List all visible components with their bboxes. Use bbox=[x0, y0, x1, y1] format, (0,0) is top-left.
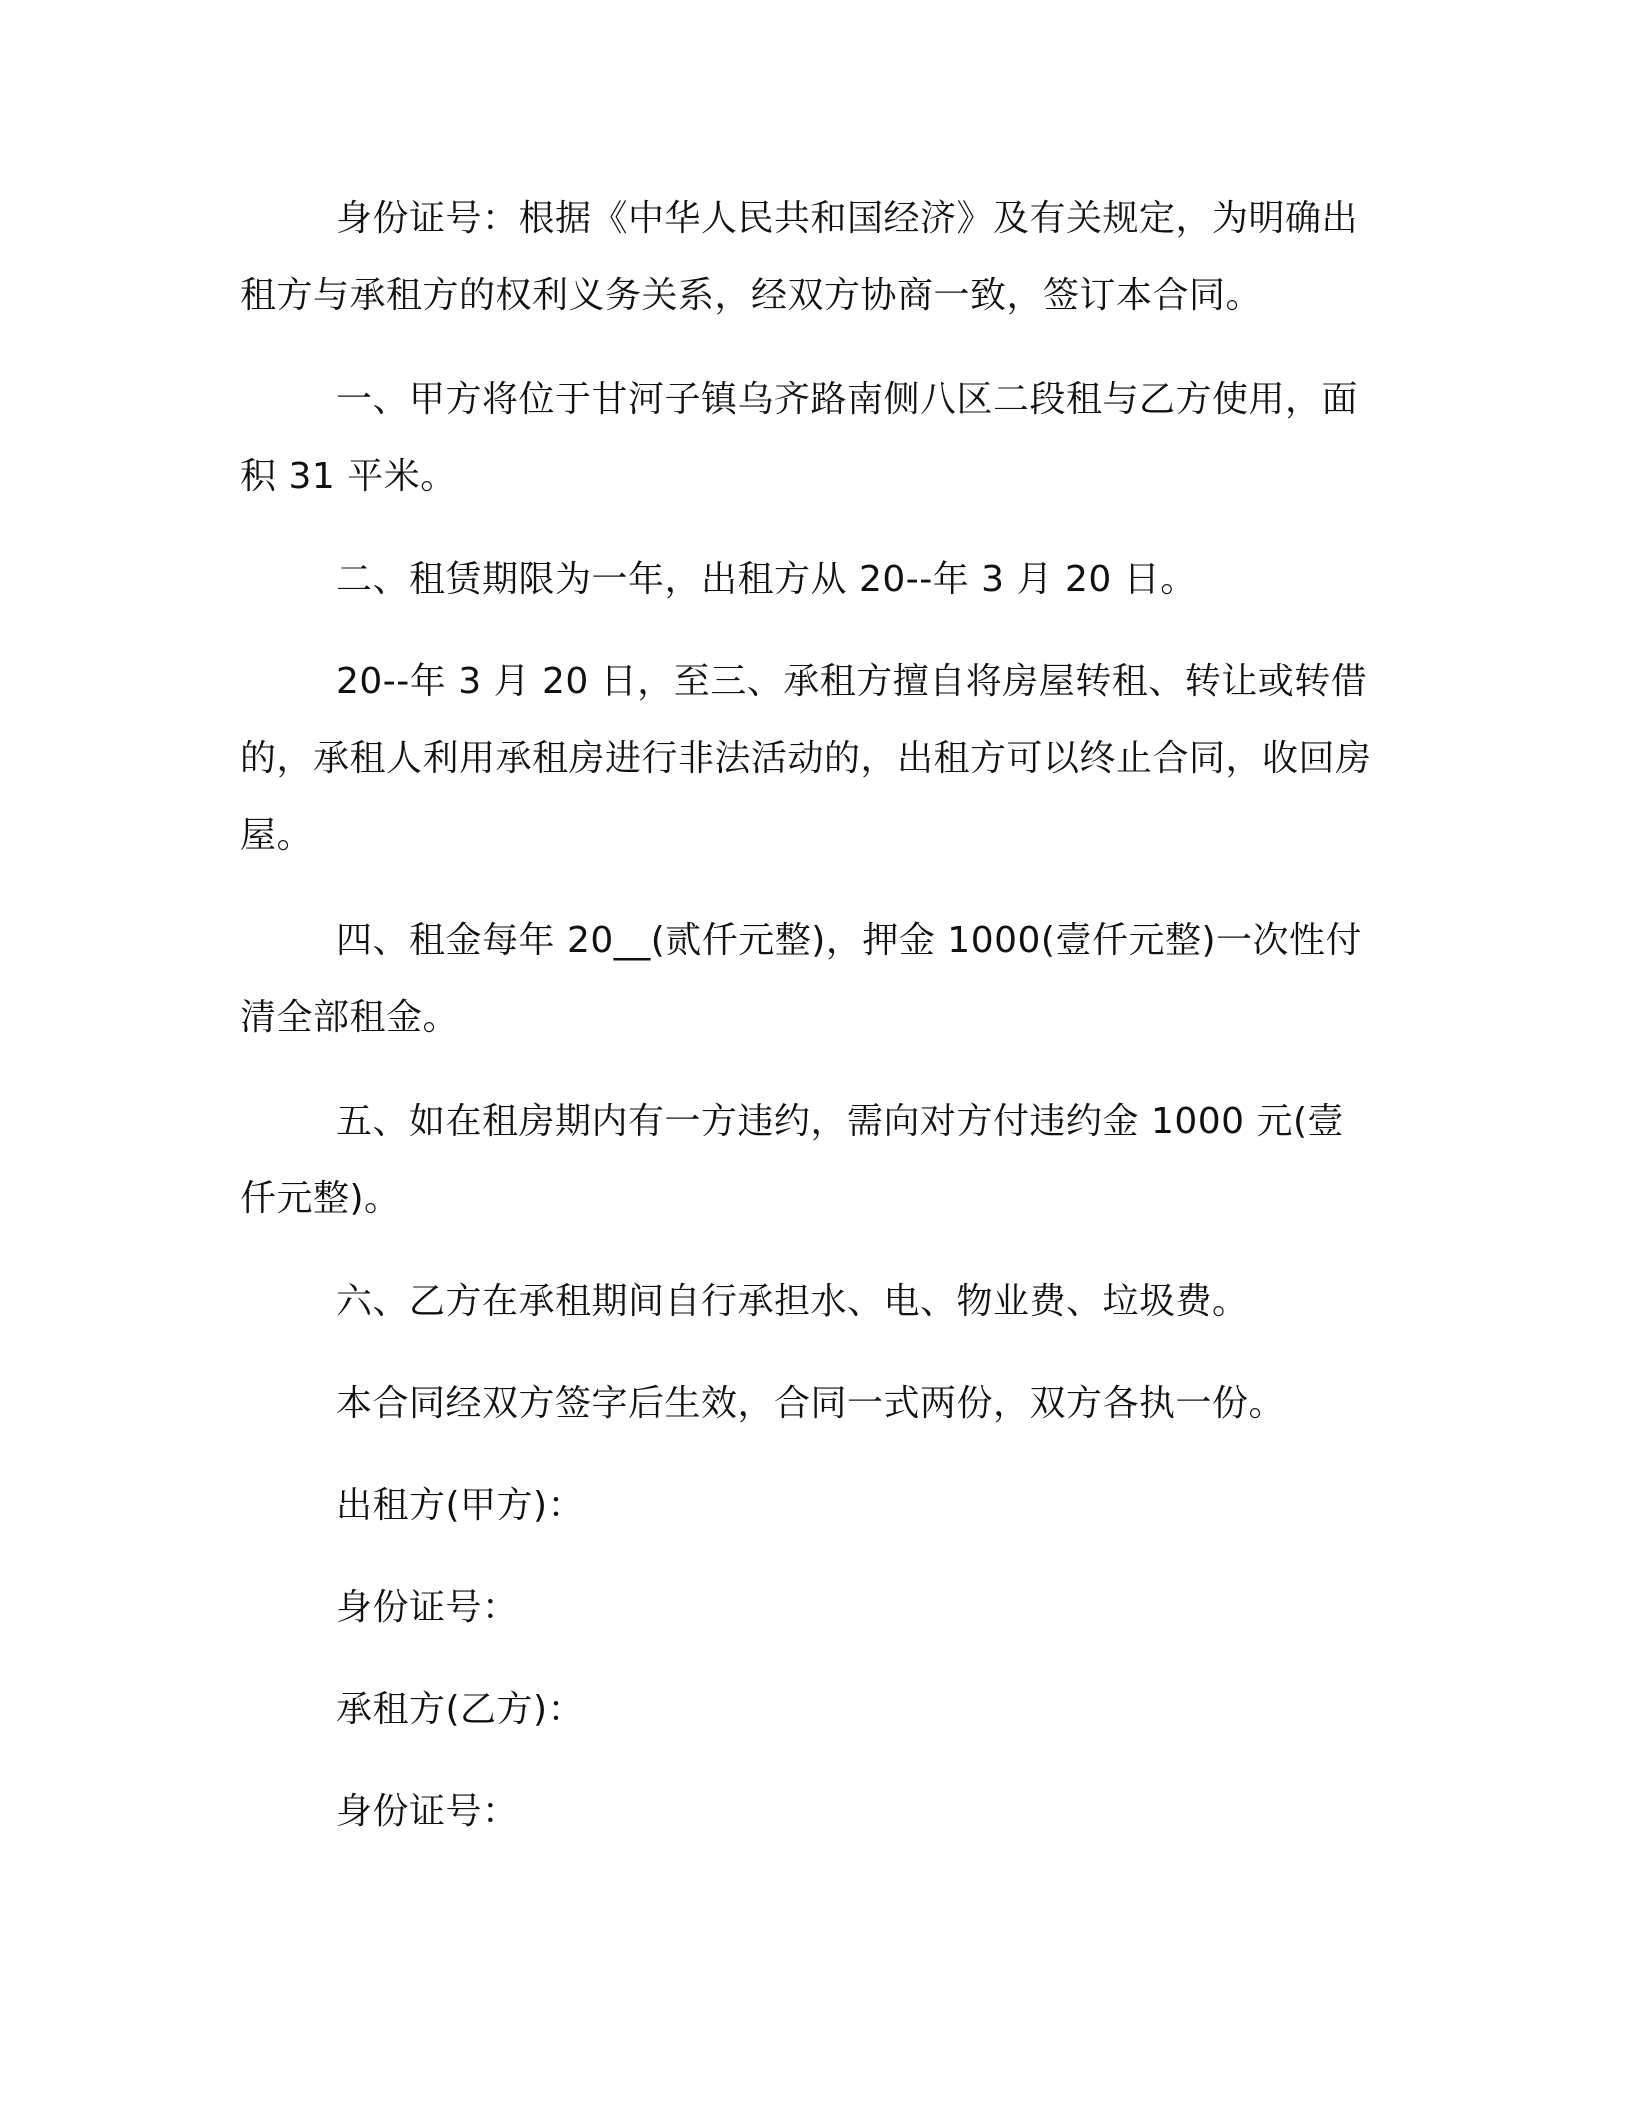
lessee-id-label: 身份证号： bbox=[336, 1791, 519, 1832]
paragraph-effectiveness: 本合同经双方签字后生效，合同一式两份，双方各执一份。 bbox=[336, 1383, 1286, 1424]
paragraph-clause-3: 20--年 3 月 20 日，至三、承租方擅自将房屋转租、转让或转借的，承租人利用承租房进行非法活动的，出租方可以终止合同，收回房屋。 bbox=[240, 661, 1372, 856]
paragraph-clause-4: 四、租金每年 20__(贰仟元整)，押金 1000(壹仟元整)一次性付清全部租金。 bbox=[240, 920, 1362, 1038]
paragraph-preamble: 身份证号：根据《中华人民共和国经济》及有关规定，为明确出租方与承租方的权利义务关系，经双方协商一致，签订本合同。 bbox=[240, 198, 1359, 316]
paragraph-clause-1: 一、甲方将位于甘河子镇乌齐路南侧八区二段租与乙方使用，面积 31 平米。 bbox=[240, 379, 1359, 497]
lessor-signature-label: 出租方(甲方)： bbox=[336, 1485, 585, 1526]
lessee-signature-label: 承租方(乙方)： bbox=[336, 1689, 585, 1730]
paragraph-clause-6: 六、乙方在承租期间自行承担水、电、物业费、垃圾费。 bbox=[336, 1281, 1249, 1322]
lessor-id-label: 身份证号： bbox=[336, 1587, 519, 1628]
paragraph-clause-2: 二、租赁期限为一年，出租方从 20--年 3 月 20 日。 bbox=[336, 559, 1197, 600]
paragraph-clause-5: 五、如在租房期内有一方违约，需向对方付违约金 1000 元(壹仟元整)。 bbox=[240, 1101, 1345, 1219]
